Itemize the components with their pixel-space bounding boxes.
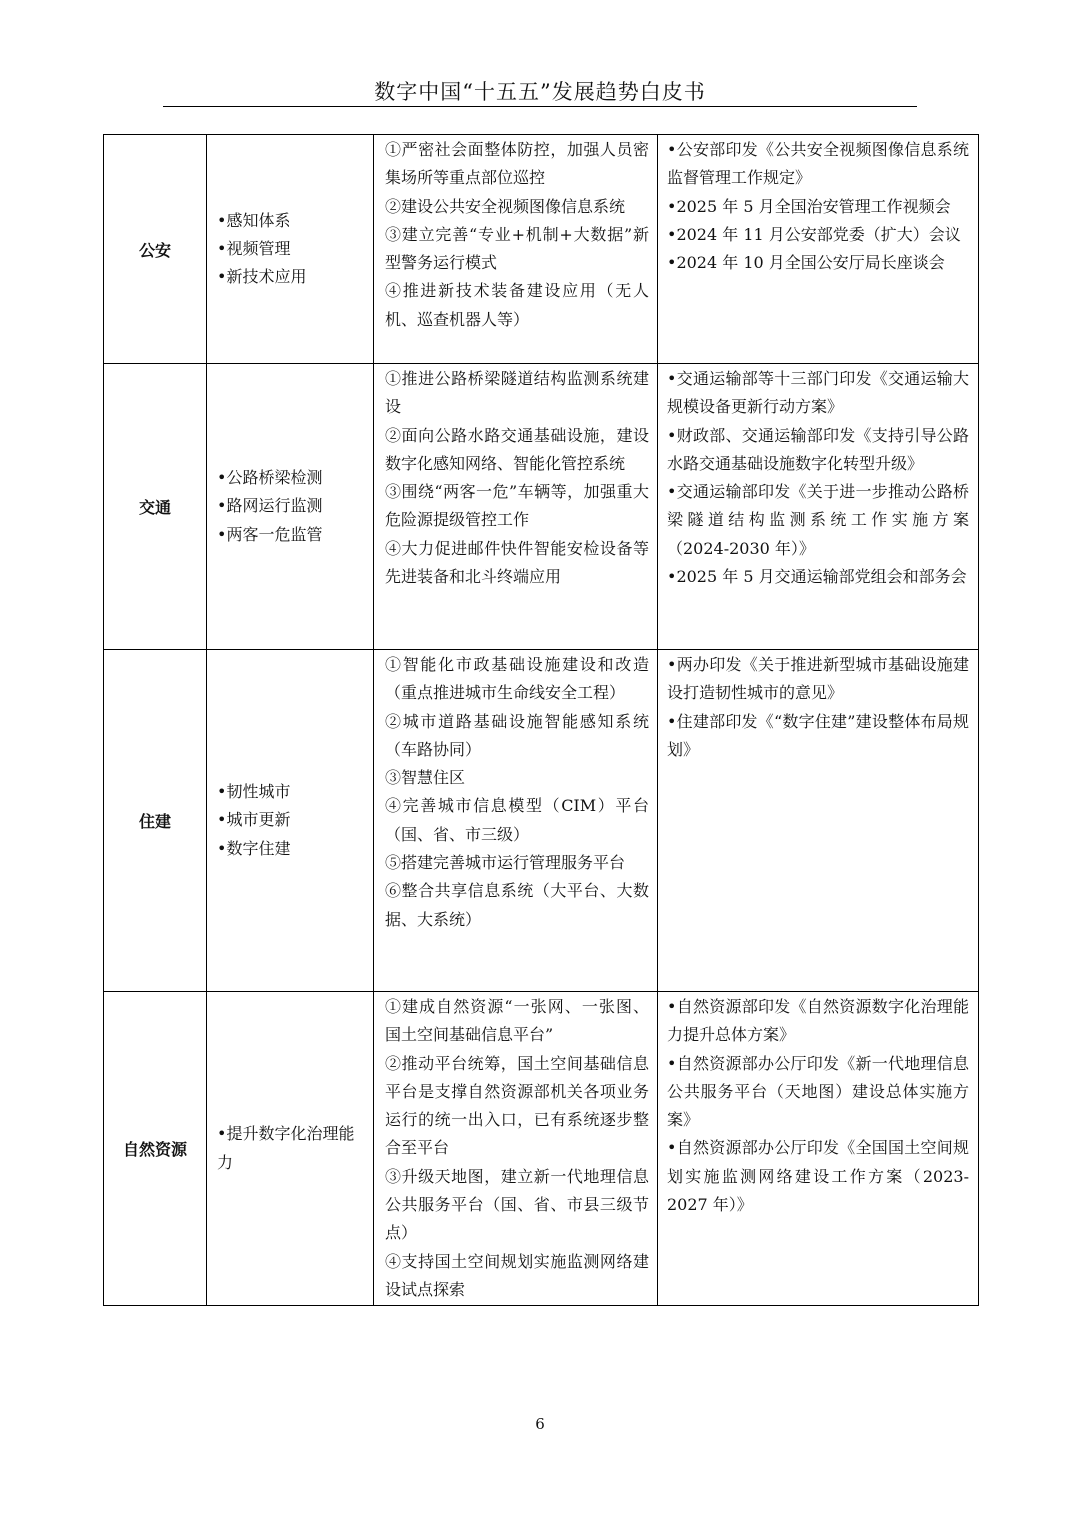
measure-item: ④大力促进邮件快件智能安检设备等先进装备和北斗终端应用 [385,538,649,587]
table-row [104,650,979,992]
measure-item: ②面向公路水路交通基础设施，建设数字化感知网络、智能化管控系统 [385,425,649,473]
sector-cell: 自然资源 [104,992,207,1306]
focus-item: •公路桥梁检测 [217,468,323,488]
measures-cell [374,135,658,364]
policies-cell [658,364,979,650]
policy-item: •交通运输部印发《关于进一步推动公路桥梁隧道结构监测系统工作实施方案（2024-2030 年）》 [667,482,969,558]
focus-item: •感知体系 [217,210,291,230]
measure-item: ②城市道路基础设施智能感知系统（车路协同） [385,711,649,759]
sector-cell: 住建 [104,650,207,992]
measures-cell [374,992,658,1306]
measure-item: ③围绕“两客一危”车辆等，加强重大危险源提级管控工作 [385,482,649,530]
focus-item: •数字住建 [217,838,291,858]
header-divider [163,106,917,107]
measure-item: ④支持国土空间规划实施监测网络建设试点探索 [385,1251,649,1299]
focus-cell [207,650,374,992]
policy-item: •自然资源部办公厅印发《新一代地理信息公共服务平台（天地图）建设总体实施方案》 [667,1053,969,1130]
measure-item: ②建设公共安全视频图像信息系统 [385,196,626,216]
policies-cell [658,650,979,992]
policy-item: •2025 年 5 月交通运输部党组会和部务会 [667,567,967,587]
policy-item: •2025 年 5 月全国治安管理工作视频会 [667,196,951,216]
policy-item: •2024 年 10 月全国公安厅局长座谈会 [667,253,945,273]
table-row [104,364,979,650]
policy-item: •两办印发《关于推进新型城市基础设施建设打造韧性城市的意见》 [667,655,969,703]
policies-cell [658,135,979,364]
measure-item: ③升级天地图，建立新一代地理信息公共服务平台（国、省、市县三级节点） [385,1166,649,1243]
policy-item: •2024 年 11 月公安部党委（扩大）会议 [667,224,961,244]
measure-item: ①严密社会面整体防控，加强人员密集场所等重点部位巡控 [385,140,649,188]
measures-cell [374,364,658,650]
focus-item: •城市更新 [217,810,291,830]
measure-item: ①智能化市政基础设施建设和改造（重点推进城市生命线安全工程） [385,655,649,703]
focus-item: •提升数字化治理能力 [217,1124,355,1172]
measure-item: ③建立完善“专业+机制+大数据”新型警务运行模式 [385,224,649,273]
policy-item: •住建部印发《“数字住建”建设整体布局规划》 [667,711,969,759]
measure-item: ①推进公路桥梁隧道结构监测系统建设 [385,369,649,417]
policy-item: •公安部印发《公共安全视频图像信息系统监督管理工作规定》 [667,140,969,188]
sector-cell: 交通 [104,364,207,650]
focus-item: •视频管理 [217,238,291,258]
focus-cell [207,135,374,364]
measure-item: ②推动平台统筹，国土空间基础信息平台是支撑自然资源部机关各项业务运行的统一出入口，已有系统逐步整合至平台 [385,1053,649,1158]
policy-item: •交通运输部等十三部门印发《交通运输大规模设备更新行动方案》 [667,369,969,417]
measure-item: ③智慧住区 [385,768,466,788]
policy-item: •自然资源部印发《自然资源数字化治理能力提升总体方案》 [667,997,969,1045]
table-row [104,992,979,1306]
measure-item: ⑥整合共享信息系统（大平台、大数据、大系统） [385,881,649,929]
policy-table [103,134,979,1306]
measure-item: ⑤搭建完善城市运行管理服务平台 [385,853,626,873]
focus-item: •韧性城市 [217,782,291,802]
focus-item: •两客一危监管 [217,524,323,544]
focus-item: •新技术应用 [217,267,307,287]
policies-cell [658,992,979,1306]
sector-cell: 公安 [104,135,207,364]
page-number: 6 [535,1415,545,1433]
measures-cell [374,650,658,992]
measure-item: ①建成自然资源“一张网、一张图、国土空间基础信息平台” [385,997,649,1045]
focus-item: •路网运行监测 [217,496,323,516]
focus-cell [207,364,374,650]
focus-cell [207,992,374,1306]
measure-item: ④完善城市信息模型（CIM）平台（国、省、市三级） [385,796,649,844]
policy-item: •财政部、交通运输部印发《支持引导公路水路交通基础设施数字化转型升级》 [667,425,969,473]
table-row [104,135,979,364]
measure-item: ④推进新技术装备建设应用（无人机、巡查机器人等） [385,281,649,329]
policy-item: •自然资源部办公厅印发《全国国土空间规划实施监测网络建设工作方案（2023-2027 年）》 [667,1138,969,1215]
page-header-title: 数字中国“十五五”发展趋势白皮书 [374,80,706,104]
